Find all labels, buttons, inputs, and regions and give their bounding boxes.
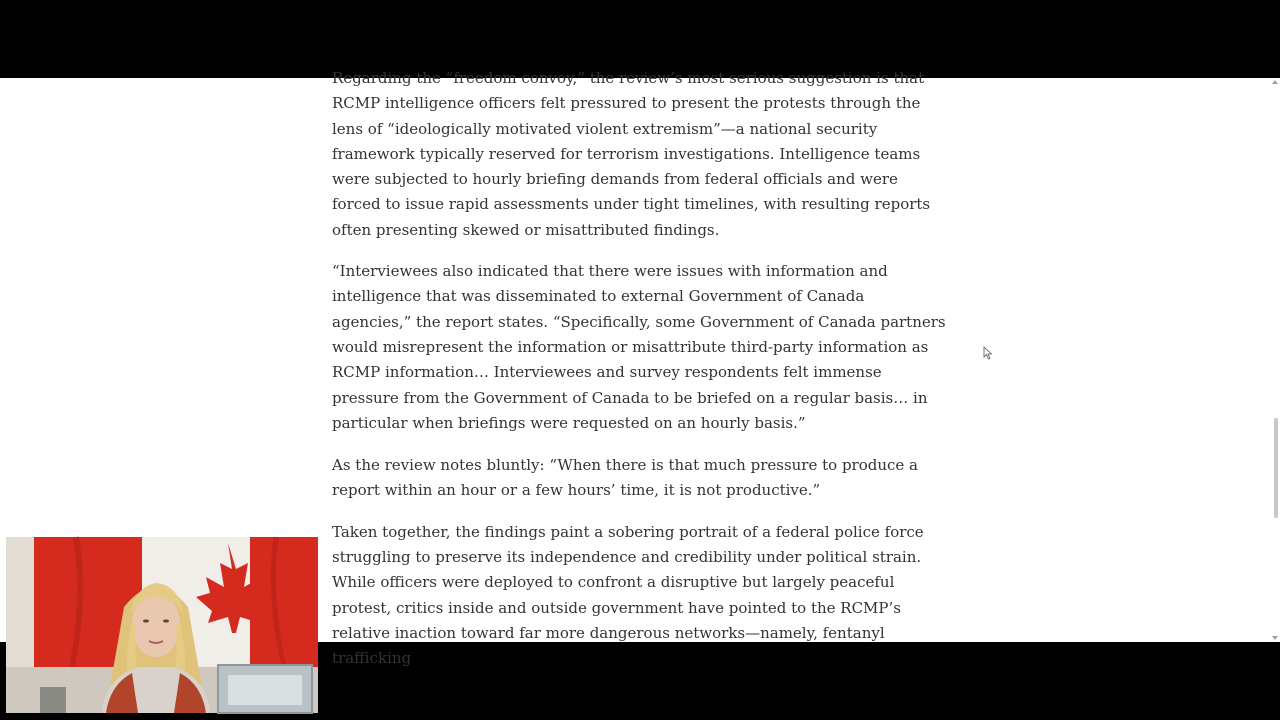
scroll-down-arrow-icon[interactable] — [1272, 636, 1278, 640]
article-paragraph: As the review notes bluntly: “When there is that much pressure to produce a report within an hour or a few hours’ time, it is not productive.” — [332, 455, 918, 499]
mouse-pointer-icon — [983, 346, 993, 360]
scroll-up-arrow-icon[interactable] — [1272, 80, 1278, 84]
article-body — [332, 66, 947, 688]
article-paragraph: Regarding the “freedom convoy,” the review’s most serious suggestion is that RCMP intelligence officers felt pressured to present the protests through the lens of “ideologically motivated violent extremism”—a national security framework typically reserved for terrorism investigations. Intelligence teams were subjected to hourly briefing demands from federal officials and were forced to issue rapid assessments under tight timelines, with resulting reports often presenting skewed or misattributed findings. — [332, 69, 931, 239]
article-paragraph: “Interviewees also indicated that there were issues with information and intelligence that was disseminated to external Government of Canada agencies,” the report states. “Specifically, some Government of Canada partners would misrepresent the information or misattribute third-party information as RCMP information… Interviewees and survey respondents felt immense pressure from the Government of Canada to be briefed on a regular basis… in particular when briefings were requested on an hourly basis.” — [332, 262, 946, 432]
webcam-video — [6, 537, 318, 713]
scrollbar-thumb[interactable] — [1274, 418, 1278, 518]
page-scrollbar[interactable] — [1270, 78, 1280, 642]
webcam-overlay — [6, 537, 318, 713]
article-paragraph: Taken together, the findings paint a sobering portrait of a federal police force struggling to preserve its independence and credibility under political strain. While officers were deployed to confront a disruptive but largely peaceful protest, critics inside and outside government have pointed to the RCMP’s relative inaction toward far more dangerous networks—namely, fentanyl trafficking — [332, 522, 924, 668]
